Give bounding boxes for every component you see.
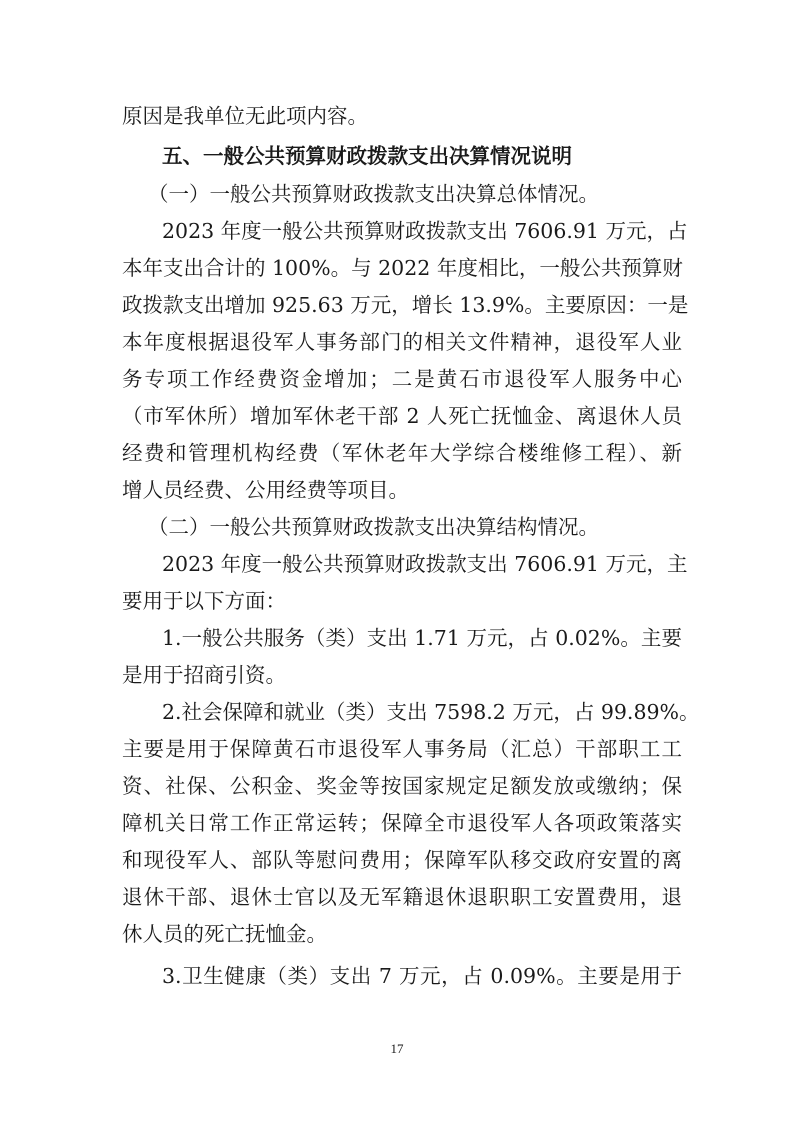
text-line: 2023 年度一般公共预算财政拨款支出 7606.91 万元，主 <box>162 552 688 576</box>
section-heading: 五、一般公共预算财政拨款支出决算情况说明 <box>162 144 572 168</box>
text-line: 休人员的死亡抚恤金。 <box>122 922 327 946</box>
text-line: 本年度根据退役军人事务部门的相关文件精神，退役军人业 <box>122 330 682 354</box>
subsection-heading: （一）一般公共预算财政拨款支出决算总体情况。 <box>148 182 599 206</box>
text-line: 经费和管理机构经费（军休老年大学综合楼维修工程）、新 <box>122 441 682 465</box>
text-line: 政拨款支出增加 925.63 万元，增长 13.9%。主要原因：一是 <box>122 293 689 317</box>
text-line: 主要是用于保障黄石市退役军人事务局（汇总）干部职工工 <box>122 737 682 761</box>
text-line: 资、社保、公积金、奖金等按国家规定足额发放或缴纳；保 <box>122 774 682 798</box>
text-line: 3.卫生健康（类）支出 7 万元，占 0.09%。主要是用于 <box>162 964 682 988</box>
text-line: 要用于以下方面： <box>122 589 286 613</box>
page-number: 17 <box>390 1041 404 1056</box>
subsection-heading: （二）一般公共预算财政拨款支出决算结构情况。 <box>148 515 599 539</box>
text-line: 本年支出合计的 100%。与 2022 年度相比，一般公共预算财 <box>122 256 683 280</box>
text-line: （市军休所）增加军休老干部 2 人死亡抚恤金、离退休人员 <box>122 404 682 428</box>
text-line: 2023 年度一般公共预算财政拨款支出 7606.91 万元，占 <box>162 219 688 243</box>
text-line: 原因是我单位无此项内容。 <box>122 104 368 128</box>
text-line: 和现役军人、部队等慰问费用；保障军队移交政府安置的离 <box>122 848 682 872</box>
text-line: 是用于招商引资。 <box>122 663 286 687</box>
text-line: 增人员经费、公用经费等项目。 <box>122 478 409 502</box>
text-line: 2.社会保障和就业（类）支出 7598.2 万元，占 99.89%。 <box>162 700 700 724</box>
text-line: 退休干部、退休士官以及无军籍退休退职职工安置费用，退 <box>122 885 682 909</box>
text-line: 务专项工作经费资金增加；二是黄石市退役军人服务中心 <box>122 367 682 391</box>
text-line: 1.一般公共服务（类）支出 1.71 万元，占 0.02%。主要 <box>162 626 682 650</box>
text-line: 障机关日常工作正常运转；保障全市退役军人各项政策落实 <box>122 811 682 835</box>
